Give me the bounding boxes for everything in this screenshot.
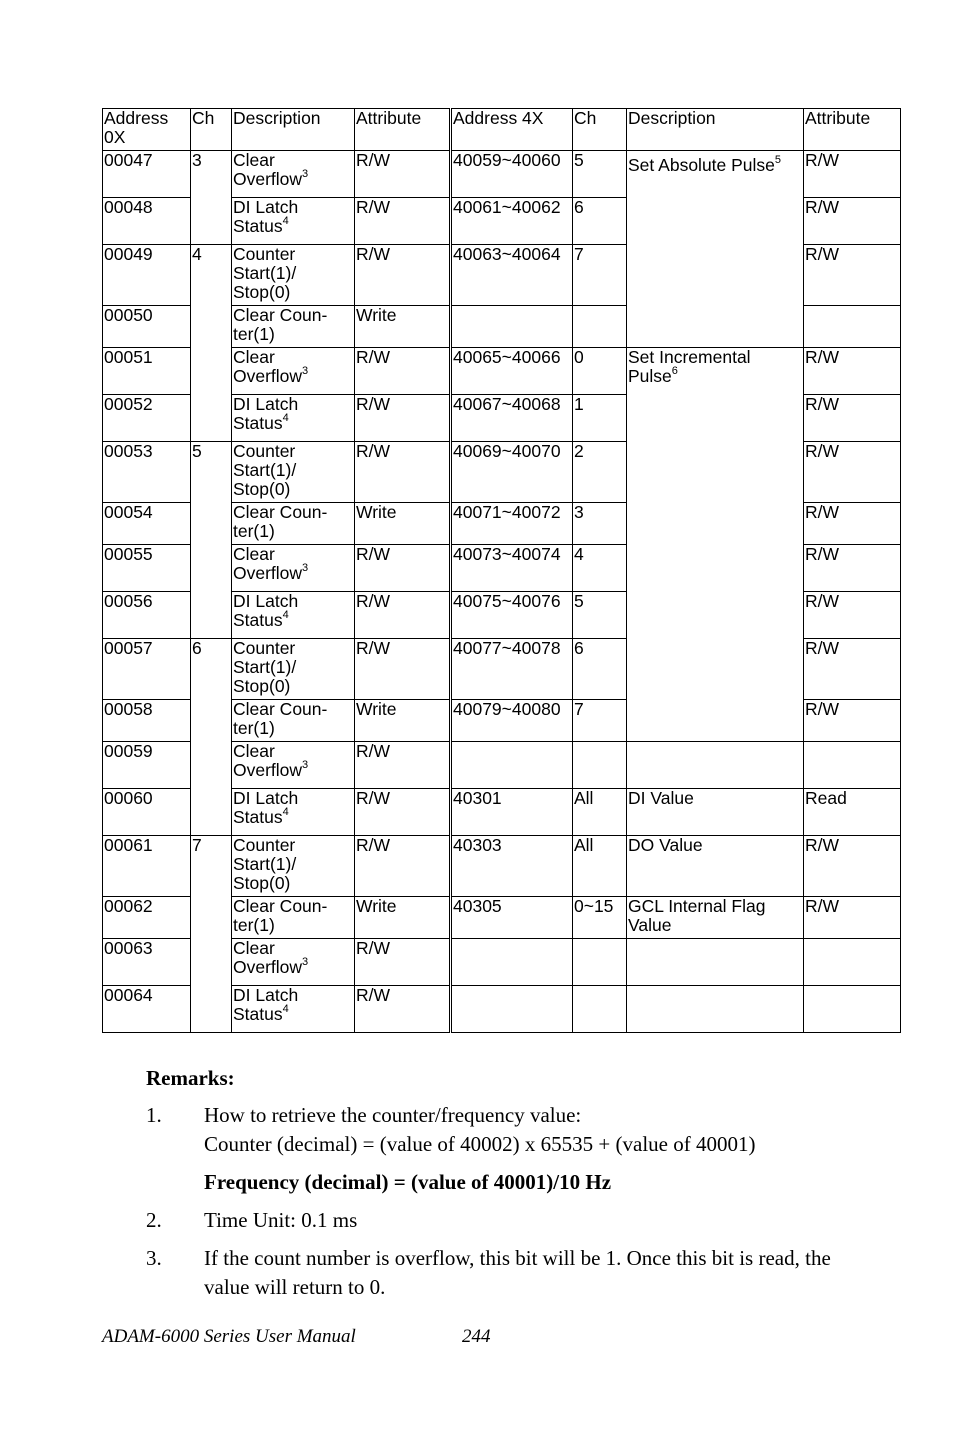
address-4x-cell (451, 700, 573, 742)
attribute-cell (355, 592, 451, 639)
channel-cell-text: 5 (192, 441, 202, 461)
address-4x-cell-text: 40303 (453, 835, 502, 855)
address-0x-cell-text: 00061 (104, 835, 153, 855)
attribute-cell-text: Write (356, 699, 397, 719)
address-0x-cell-text: 00053 (104, 441, 153, 461)
channel-4x-cell-text: 7 (574, 244, 584, 264)
attribute-cell (355, 503, 451, 545)
channel-cell-text: 6 (192, 638, 202, 658)
address-4x-cell-text: 40073~40074 (453, 544, 561, 564)
address-0x-cell-text: 00055 (104, 544, 153, 564)
channel-4x-cell (573, 986, 627, 1033)
address-0x-cell (103, 442, 191, 503)
description-cell (232, 592, 355, 639)
description-cell (232, 151, 355, 198)
footnote-ref: 4 (282, 412, 289, 424)
address-0x-cell (103, 151, 191, 198)
address-4x-cell-text: 40301 (453, 788, 502, 808)
address-0x-cell-text: 00052 (104, 394, 153, 414)
address-0x-cell (103, 897, 191, 939)
register-table (102, 108, 901, 1033)
address-0x-cell (103, 503, 191, 545)
attribute-cell (355, 639, 451, 700)
table-row (103, 836, 901, 897)
description-4x-cell-text: DI Value (628, 788, 694, 808)
channel-cell (191, 836, 232, 1033)
description-cell (232, 395, 355, 442)
description-4x-cell (627, 742, 804, 789)
channel-4x-cell-text: 6 (574, 197, 584, 217)
channel-4x-cell-text: 0 (574, 347, 584, 367)
address-0x-cell-text: 00064 (104, 985, 153, 1005)
attribute-cell-text: R/W (356, 197, 391, 217)
header-cell: Description (627, 109, 804, 151)
attribute-4x-cell (804, 151, 901, 198)
address-4x-cell-text: 40305 (453, 896, 502, 916)
description-cell (232, 986, 355, 1033)
address-4x-cell (451, 442, 573, 503)
attribute-cell-text: R/W (356, 938, 391, 958)
description-cell-text: Clear Overflow (233, 544, 303, 583)
address-0x-cell (103, 545, 191, 592)
description-cell (232, 348, 355, 395)
attribute-4x-cell (804, 700, 901, 742)
attribute-4x-cell (804, 442, 901, 503)
address-0x-cell (103, 986, 191, 1033)
address-4x-cell (451, 245, 573, 306)
channel-4x-cell (573, 742, 627, 789)
address-0x-cell-text: 00051 (104, 347, 153, 367)
attribute-cell-text: R/W (356, 638, 391, 658)
attribute-cell (355, 939, 451, 986)
description-cell-text: Counter Start(1)/ Stop(0) (233, 441, 297, 499)
description-4x-cell-text: GCL Internal Flag Value (628, 896, 766, 935)
attribute-4x-cell (804, 789, 901, 836)
address-0x-cell (103, 939, 191, 986)
attribute-4x-cell-text: R/W (805, 638, 840, 658)
address-0x-cell-text: 00063 (104, 938, 153, 958)
address-0x-cell (103, 742, 191, 789)
attribute-cell-text: R/W (356, 544, 391, 564)
description-cell-text: Clear Overflow (233, 938, 303, 977)
page-number: 244 (462, 1326, 491, 1347)
address-0x-cell-text: 00050 (104, 305, 153, 325)
address-4x-cell-text: 40069~40070 (453, 441, 561, 461)
channel-4x-cell (573, 245, 627, 306)
attribute-cell-text: R/W (356, 347, 391, 367)
footnote-ref: 3 (302, 365, 309, 377)
attribute-cell (355, 789, 451, 836)
channel-cell-text: 3 (192, 150, 202, 170)
remarks-title: Remarks: (146, 1066, 235, 1090)
attribute-cell-text: R/W (356, 150, 391, 170)
address-0x-cell-text: 00060 (104, 788, 153, 808)
channel-4x-cell (573, 442, 627, 503)
attribute-cell-text: R/W (356, 835, 391, 855)
attribute-cell-text: R/W (356, 591, 391, 611)
footnote-ref: 6 (671, 365, 678, 377)
channel-4x-cell-text: 2 (574, 441, 584, 461)
description-cell (232, 545, 355, 592)
channel-4x-cell (573, 306, 627, 348)
attribute-4x-cell (804, 245, 901, 306)
description-cell (232, 245, 355, 306)
description-4x-cell (627, 836, 804, 897)
address-0x-cell (103, 700, 191, 742)
header-cell: Ch (573, 109, 627, 151)
remark-number: 2. (146, 1208, 162, 1232)
remark-number: 1. (146, 1103, 162, 1127)
attribute-4x-cell-text: R/W (805, 150, 840, 170)
description-cell-text: Clear Overflow (233, 347, 303, 386)
description-4x-cell (627, 939, 804, 986)
address-0x-cell (103, 245, 191, 306)
description-cell (232, 836, 355, 897)
attribute-4x-cell (804, 897, 901, 939)
channel-cell (191, 442, 232, 639)
footnote-ref: 4 (282, 609, 289, 621)
header-cell: Description (232, 109, 355, 151)
attribute-cell (355, 545, 451, 592)
address-4x-cell (451, 503, 573, 545)
channel-cell-text: 7 (192, 835, 202, 855)
channel-4x-cell (573, 789, 627, 836)
attribute-cell-text: R/W (356, 985, 391, 1005)
description-cell (232, 897, 355, 939)
description-cell-text: Clear Overflow (233, 150, 303, 189)
attribute-cell (355, 198, 451, 245)
manual-title: ADAM-6000 Series User Manual (102, 1326, 356, 1347)
address-4x-cell-text: 40077~40078 (453, 638, 561, 658)
attribute-4x-cell (804, 198, 901, 245)
attribute-4x-cell (804, 742, 901, 789)
channel-4x-cell (573, 592, 627, 639)
address-0x-cell-text: 00058 (104, 699, 153, 719)
attribute-4x-cell (804, 939, 901, 986)
description-cell (232, 503, 355, 545)
description-cell-text: DI Latch Status (233, 394, 299, 433)
header-cell: Attribute (355, 109, 451, 151)
address-0x-cell (103, 395, 191, 442)
remark-text: How to retrieve the counter/frequency value: (204, 1103, 582, 1127)
attribute-cell (355, 306, 451, 348)
attribute-4x-cell-text: R/W (805, 699, 840, 719)
remark-text: Time Unit: 0.1 ms (204, 1208, 358, 1232)
description-cell (232, 198, 355, 245)
channel-4x-cell (573, 348, 627, 395)
attribute-cell-text: Write (356, 305, 397, 325)
attribute-4x-cell-text: R/W (805, 394, 840, 414)
attribute-cell (355, 151, 451, 198)
header-row (103, 109, 901, 151)
address-4x-cell-text: 40061~40062 (453, 197, 561, 217)
attribute-4x-cell-text: R/W (805, 591, 840, 611)
address-4x-cell (451, 348, 573, 395)
address-0x-cell (103, 198, 191, 245)
page-footer (102, 1326, 491, 1348)
description-cell-text: Clear Coun-ter(1) (233, 502, 328, 541)
address-4x-cell (451, 836, 573, 897)
remark-item (146, 1244, 866, 1302)
description-cell-text: DI Latch Status (233, 788, 299, 827)
header-cell: Address 4X (451, 109, 573, 151)
footnote-ref: 4 (282, 1003, 289, 1015)
attribute-cell (355, 742, 451, 789)
attribute-cell-text: R/W (356, 441, 391, 461)
channel-4x-cell-text: 5 (574, 150, 584, 170)
description-4x-cell-text: Set Absolute Pulse (628, 155, 775, 175)
description-4x-cell (627, 151, 804, 348)
channel-4x-cell (573, 545, 627, 592)
address-0x-cell-text: 00056 (104, 591, 153, 611)
header-cell: Ch (191, 109, 232, 151)
footnote-ref: 3 (302, 759, 309, 771)
attribute-4x-cell-text: R/W (805, 502, 840, 522)
description-cell (232, 742, 355, 789)
attribute-4x-cell (804, 592, 901, 639)
attribute-cell (355, 700, 451, 742)
address-4x-cell (451, 395, 573, 442)
attribute-4x-cell-text: Read (805, 788, 847, 808)
attribute-cell (355, 986, 451, 1033)
channel-4x-cell (573, 503, 627, 545)
remark-number: 3. (146, 1246, 162, 1270)
attribute-cell-text: R/W (356, 741, 391, 761)
header-cell: Address 0X (103, 109, 191, 151)
channel-4x-cell-text: 6 (574, 638, 584, 658)
description-4x-cell (627, 789, 804, 836)
address-0x-cell (103, 789, 191, 836)
channel-4x-cell-text: 0~15 (574, 896, 614, 916)
channel-cell (191, 151, 232, 245)
remarks-section (146, 1064, 866, 1311)
channel-4x-cell (573, 151, 627, 198)
attribute-cell-text: Write (356, 896, 397, 916)
description-4x-cell-text: Set Incremental Pulse (628, 347, 751, 386)
footnote-ref: 3 (302, 956, 309, 968)
description-cell (232, 700, 355, 742)
channel-4x-cell-text: 3 (574, 502, 584, 522)
attribute-cell (355, 245, 451, 306)
attribute-4x-cell (804, 986, 901, 1033)
footnote-ref: 3 (302, 168, 309, 180)
address-4x-cell (451, 939, 573, 986)
address-4x-cell-text: 40079~40080 (453, 699, 561, 719)
remark-item (146, 1206, 866, 1235)
address-0x-cell (103, 348, 191, 395)
address-0x-cell (103, 639, 191, 700)
description-cell (232, 442, 355, 503)
channel-4x-cell-text: 1 (574, 394, 584, 414)
description-4x-cell (627, 897, 804, 939)
attribute-cell-text: Write (356, 502, 397, 522)
channel-cell (191, 245, 232, 442)
attribute-4x-cell-text: R/W (805, 835, 840, 855)
description-cell-text: DI Latch Status (233, 197, 299, 236)
attribute-4x-cell (804, 836, 901, 897)
channel-4x-cell (573, 897, 627, 939)
address-0x-cell (103, 592, 191, 639)
attribute-4x-cell (804, 348, 901, 395)
address-4x-cell-text: 40065~40066 (453, 347, 561, 367)
attribute-cell (355, 836, 451, 897)
address-4x-cell-text: 40067~40068 (453, 394, 561, 414)
address-0x-cell-text: 00047 (104, 150, 153, 170)
attribute-4x-cell (804, 639, 901, 700)
address-4x-cell (451, 897, 573, 939)
description-cell-text: DI Latch Status (233, 985, 299, 1024)
channel-4x-cell-text: 5 (574, 591, 584, 611)
address-4x-cell-text: 40075~40076 (453, 591, 561, 611)
attribute-cell (355, 395, 451, 442)
address-4x-cell-text: 40071~40072 (453, 502, 561, 522)
address-0x-cell-text: 00054 (104, 502, 153, 522)
footnote-ref: 4 (282, 806, 289, 818)
address-0x-cell-text: 00059 (104, 741, 153, 761)
description-cell (232, 939, 355, 986)
address-0x-cell-text: 00057 (104, 638, 153, 658)
remark-item (146, 1101, 866, 1197)
channel-4x-cell (573, 700, 627, 742)
footnote-ref: 5 (774, 154, 782, 166)
table-row (103, 151, 901, 198)
address-4x-cell (451, 742, 573, 789)
address-4x-cell (451, 151, 573, 198)
attribute-4x-cell (804, 395, 901, 442)
footnote-ref: 3 (302, 562, 309, 574)
channel-4x-cell-text: All (574, 788, 594, 808)
channel-4x-cell (573, 939, 627, 986)
attribute-4x-cell-text: R/W (805, 244, 840, 264)
address-4x-cell-text: 40063~40064 (453, 244, 561, 264)
attribute-cell (355, 348, 451, 395)
attribute-cell-text: R/W (356, 244, 391, 264)
footnote-ref: 4 (282, 215, 289, 227)
description-cell (232, 789, 355, 836)
attribute-4x-cell-text: R/W (805, 197, 840, 217)
description-cell-text: Counter Start(1)/ Stop(0) (233, 638, 297, 696)
attribute-4x-cell-text: R/W (805, 347, 840, 367)
description-cell-text: Clear Overflow (233, 741, 303, 780)
channel-4x-cell (573, 836, 627, 897)
description-4x-cell (627, 986, 804, 1033)
description-cell (232, 306, 355, 348)
attribute-cell (355, 897, 451, 939)
attribute-4x-cell-text: R/W (805, 896, 840, 916)
channel-4x-cell-text: 4 (574, 544, 584, 564)
attribute-cell-text: R/W (356, 788, 391, 808)
attribute-4x-cell (804, 306, 901, 348)
channel-4x-cell (573, 198, 627, 245)
address-0x-cell (103, 836, 191, 897)
description-cell (232, 639, 355, 700)
address-4x-cell (451, 986, 573, 1033)
formula-counter: Counter (decimal) = (value of 40002) x 65535 + (value of 40001) (204, 1132, 756, 1156)
remark-text: If the count number is overflow, this bit will be 1. Once this bit is read, the value will return to 0. (204, 1246, 831, 1299)
address-0x-cell-text: 00048 (104, 197, 153, 217)
channel-cell-text: 4 (192, 244, 202, 264)
description-cell-text: DI Latch Status (233, 591, 299, 630)
description-4x-cell (627, 348, 804, 742)
channel-4x-cell (573, 639, 627, 700)
description-4x-cell-text: DO Value (628, 835, 703, 855)
attribute-4x-cell-text: R/W (805, 441, 840, 461)
attribute-4x-cell (804, 545, 901, 592)
attribute-cell-text: R/W (356, 394, 391, 414)
address-4x-cell (451, 639, 573, 700)
channel-4x-cell-text: 7 (574, 699, 584, 719)
description-cell-text: Counter Start(1)/ Stop(0) (233, 835, 297, 893)
description-cell-text: Counter Start(1)/ Stop(0) (233, 244, 297, 302)
address-4x-cell-text: 40059~40060 (453, 150, 561, 170)
address-0x-cell-text: 00049 (104, 244, 153, 264)
address-4x-cell (451, 592, 573, 639)
address-0x-cell-text: 00062 (104, 896, 153, 916)
channel-4x-cell (573, 395, 627, 442)
channel-4x-cell-text: All (574, 835, 594, 855)
address-0x-cell (103, 306, 191, 348)
header-cell: Attribute (804, 109, 901, 151)
formula-frequency: Frequency (decimal) = (value of 40001)/10 Hz (204, 1170, 612, 1194)
description-cell-text: Clear Coun-ter(1) (233, 699, 328, 738)
attribute-4x-cell-text: R/W (805, 544, 840, 564)
address-4x-cell (451, 198, 573, 245)
address-4x-cell (451, 789, 573, 836)
channel-cell (191, 639, 232, 836)
description-cell-text: Clear Coun-ter(1) (233, 305, 328, 344)
attribute-4x-cell (804, 503, 901, 545)
address-4x-cell (451, 545, 573, 592)
address-4x-cell (451, 306, 573, 348)
description-cell-text: Clear Coun-ter(1) (233, 896, 328, 935)
attribute-cell (355, 442, 451, 503)
